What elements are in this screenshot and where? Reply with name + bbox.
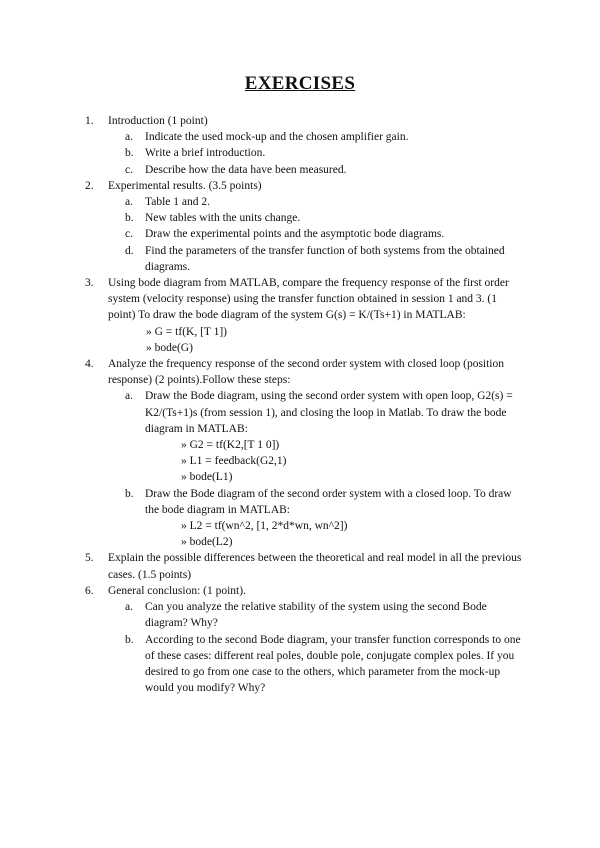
- sub-item-text: Draw the Bode diagram, using the second order system with open loop, G2(s) = K2/(Ts+1)s (from session 1), and closing the loop in Matlab. To draw the bode diagram in MATLAB:: [145, 390, 513, 435]
- exercise-item-6: [85, 583, 527, 599]
- item-text: Experimental results. (3.5 points): [108, 179, 262, 192]
- item-text: General conclusion: (1 point).: [108, 584, 246, 597]
- sub-item-4a: [85, 388, 527, 437]
- matlab-code-line: » bode(L2): [181, 536, 233, 549]
- sub-item-text: According to the second Bode diagram, your transfer function corresponds to one of these cases: different real poles, double pole, conjugate complex poles. If you desired to go from one case to the others, which parameter from the mock-up would you modify? Why?: [145, 633, 521, 695]
- sub-item-1b: [85, 145, 527, 161]
- item-number: 3.: [85, 277, 94, 290]
- item-text: Using bode diagram from MATLAB, compare the frequency response of the first order system (velocity response) using the transfer function obtained in session 1 and 3. (1 point) To draw the bode diagram of the system G(s) = K/(Ts+1) in MATLAB:: [108, 277, 509, 322]
- sub-item-letter: a.: [125, 131, 133, 144]
- sub-item-letter: b.: [125, 212, 134, 225]
- matlab-code-line: » L2 = tf(wn^2, [1, 2*d*wn, wn^2]): [181, 520, 348, 533]
- exercise-item-4: [85, 356, 527, 388]
- item-text: Introduction (1 point): [108, 115, 208, 127]
- sub-item-2d: [85, 243, 527, 275]
- sub-item-text: Draw the experimental points and the asymptotic bode diagrams.: [145, 228, 445, 241]
- item-text: Explain the possible differences between the theoretical and real model in all the previous cases. (1.5 points): [108, 552, 522, 581]
- item-number: 1.: [85, 115, 94, 127]
- sub-item-2b: [85, 210, 527, 226]
- exercise-list: [85, 113, 527, 696]
- exercise-item-5: [85, 550, 527, 582]
- sub-item-text: Find the parameters of the transfer function of both systems from the obtained diagrams.: [145, 244, 505, 273]
- sub-item-letter: a.: [125, 196, 133, 209]
- exercise-item-3: [85, 275, 527, 356]
- sub-item-letter: b.: [125, 633, 134, 646]
- sub-item-text: Describe how the data have been measured.: [145, 163, 347, 176]
- exercise-item-2: [85, 178, 527, 194]
- sub-item-2c: [85, 226, 527, 242]
- sub-item-4b: [85, 486, 527, 518]
- sub-item-letter: d.: [125, 244, 134, 257]
- sub-item-letter: c.: [125, 228, 133, 241]
- matlab-code-line: » L1 = feedback(G2,1): [181, 455, 287, 468]
- matlab-code-line: » bode(L1): [181, 471, 233, 484]
- sub-item-letter: c.: [125, 163, 133, 176]
- matlab-code-line: » bode(G): [146, 341, 193, 354]
- sub-item-1a: [85, 129, 527, 145]
- sub-item-text: Indicate the used mock-up and the chosen amplifier gain.: [145, 131, 409, 144]
- sub-item-text: New tables with the units change.: [145, 212, 301, 225]
- item-number: 6.: [85, 584, 94, 597]
- item-number: 5.: [85, 552, 94, 565]
- sub-item-6a: [85, 599, 527, 631]
- sub-item-1c: [85, 162, 527, 178]
- sub-item-text: Table 1 and 2.: [145, 196, 210, 209]
- sub-item-letter: a.: [125, 390, 133, 403]
- sub-item-text: Write a brief introduction.: [145, 147, 266, 160]
- item-number: 4.: [85, 358, 94, 371]
- matlab-code-line: » G2 = tf(K2,[T 1 0]): [181, 439, 280, 452]
- sub-item-text: Can you analyze the relative stability of the system using the second Bode diagram? Why?: [145, 601, 487, 630]
- sub-item-letter: b.: [125, 487, 134, 500]
- matlab-code-line: » G = tf(K, [T 1]): [146, 325, 228, 338]
- sub-item-6b: [85, 632, 527, 697]
- item-text: Analyze the frequency response of the second order system with closed loop (position response) (2 points).Follow these steps:: [108, 358, 505, 387]
- sub-item-letter: b.: [125, 147, 134, 160]
- exercise-item-1: [85, 113, 527, 129]
- sub-item-2a: [85, 194, 527, 210]
- page-title: EXERCISES: [244, 73, 356, 94]
- sub-item-text: Draw the Bode diagram of the second order system with a closed loop. To draw the bode diagram in MATLAB:: [145, 487, 512, 516]
- sub-item-letter: a.: [125, 601, 133, 614]
- item-number: 2.: [85, 179, 94, 192]
